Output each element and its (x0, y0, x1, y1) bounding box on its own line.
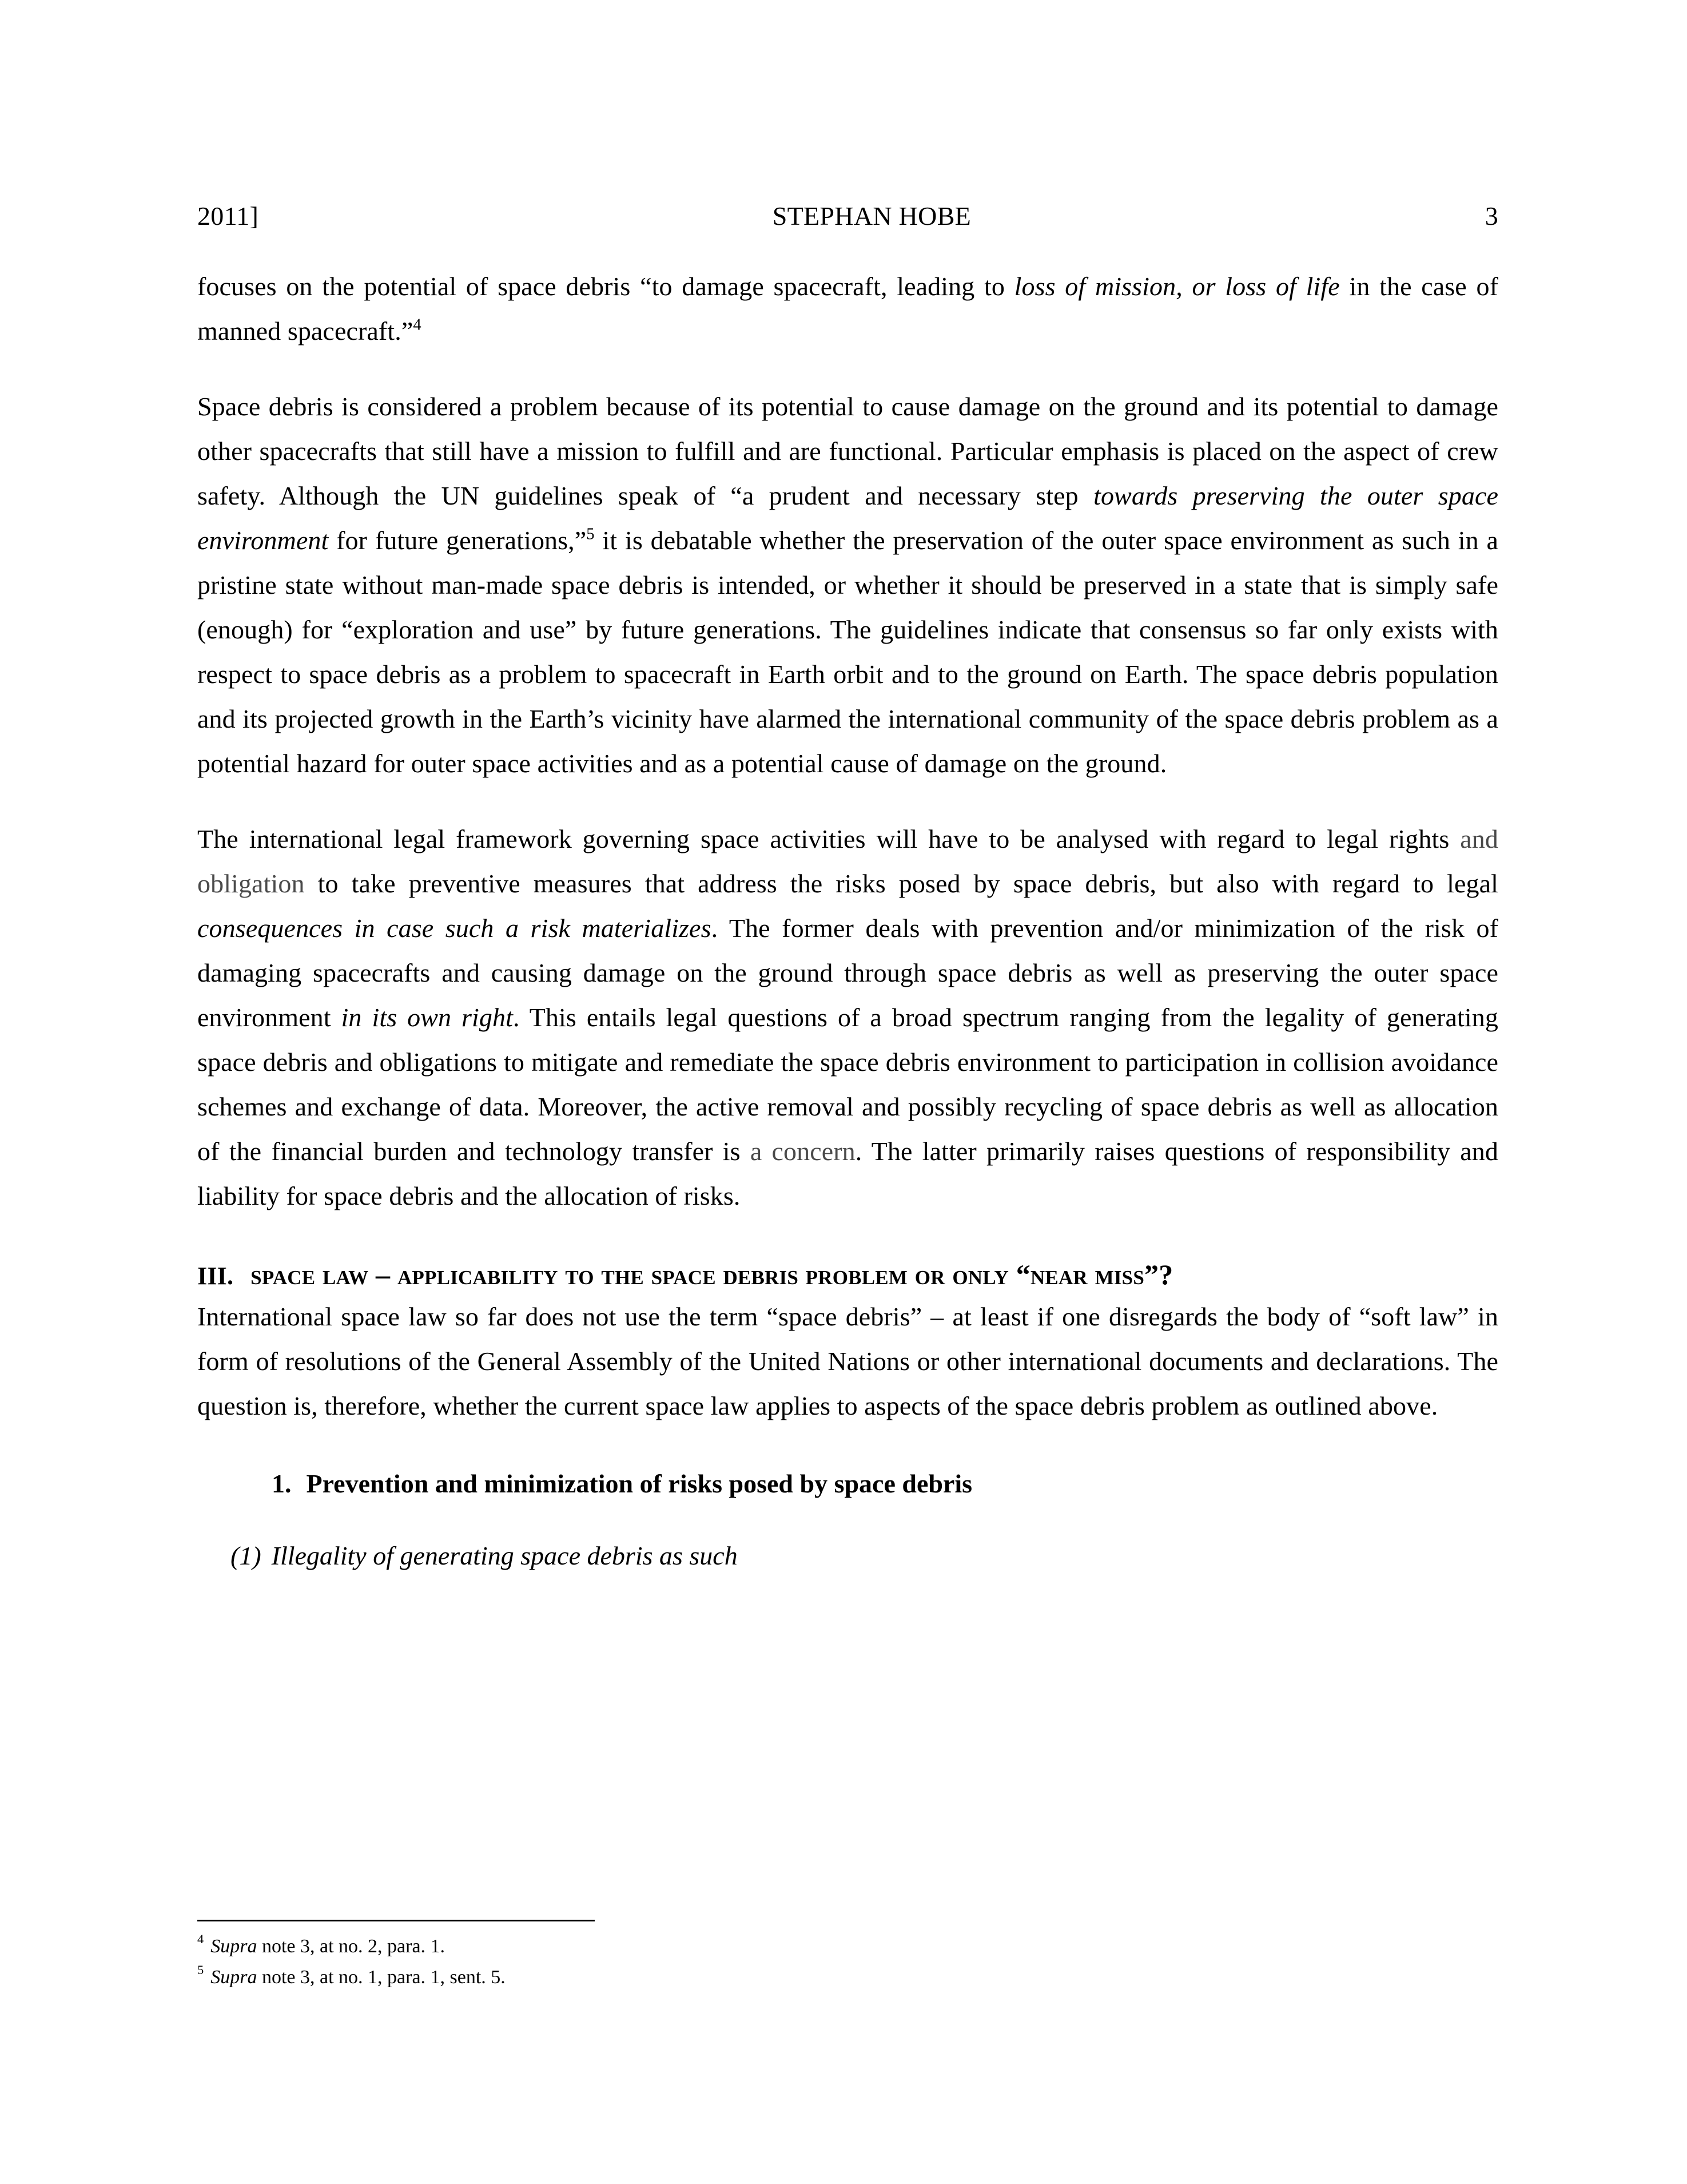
footnote-list (197, 1931, 1498, 1993)
text-run: . The latter primarily raises questions of responsibility and liability for space debris and the allocation of risks. (197, 1137, 1498, 1210)
subsub-heading (230, 1536, 1498, 1576)
sub-heading-number: 1. (272, 1469, 292, 1498)
footnote-marker: 4 (197, 1931, 204, 1946)
footnote-item (197, 1962, 1498, 1993)
text-run: in the case of manned spacecraft.” (197, 272, 1498, 346)
page-number: 3 (1485, 201, 1498, 231)
paragraph-international-space-law: International space law so far does not use the term “space debris” – at least if one disregards the body of “soft law” in form of resolutions of the General Assembly of the United Nations or other international documents and declarations. The question is, therefore, whether the current space law applies to aspects of the space debris problem as outlined above. (197, 1302, 1498, 1420)
text-run: for future generations,” (328, 526, 587, 555)
text-run: Space debris is considered a problem because of its potential to cause damage on the ground and its potential to damage other spacecrafts that still have a mission to fulfill and are functional. Particular emphasis is placed on the aspect of crew safety. Although the UN guidelines speak of “a prudent and necessary step (197, 392, 1498, 510)
sub-heading (272, 1464, 1498, 1504)
footnote-marker: 5 (197, 1962, 204, 1977)
section-heading-numeral: III. (197, 1262, 234, 1290)
footnote-text: note 3, at no. 1, para. 1, sent. 5. (257, 1967, 506, 1988)
footnote-italic-lead: Supra (210, 1936, 257, 1957)
sub-heading-title: Prevention and minimization of risks posed by space debris (306, 1469, 973, 1498)
italic-run: in its own right (341, 1003, 514, 1032)
paragraph-legal-framework (197, 817, 1498, 1218)
subsub-heading-number: (1) (230, 1541, 261, 1570)
faint-run: a concern (750, 1137, 856, 1166)
section-heading (197, 1256, 1498, 1294)
text-run: The international legal framework governing space activities will have to be analysed with regard to legal rights (197, 824, 1461, 853)
header-year: 2011] (197, 201, 259, 231)
section-heading-title: space law – applicability to the space debris problem or only “near miss”? (250, 1258, 1173, 1290)
paragraph-space-debris-problem (197, 384, 1498, 786)
running-header (197, 199, 1498, 233)
paragraph-focuses (197, 264, 1498, 354)
text-run: to take preventive measures that address the risks posed by space debris, but also with regard to legal (304, 869, 1498, 898)
body-text-column (197, 264, 1498, 1576)
footnote-item (197, 1931, 1498, 1962)
italic-run: consequences in case such a risk materializes (197, 914, 711, 943)
footnote-text: note 3, at no. 2, para. 1. (257, 1936, 445, 1957)
text-run: . The former deals with prevention and/or minimization of the risk of damaging spacecrafts and causing damage on the ground through space debris as well as preserving the outer space environment (197, 914, 1498, 1032)
footnote-separator-rule (197, 1920, 595, 1921)
header-author: STEPHAN HOBE (772, 201, 972, 231)
text-run: focuses on the potential of space debris “to damage spacecraft, leading to (197, 272, 1014, 301)
text-run: it is debatable whether the preservation of the outer space environment as such in a pristine state without man-made space debris is intended, or whether it should be preserved in a state that is simply safe (enough) for “exploration and use” by future generations. The guidelines indicate that consensus so far only exists with respect to space debris as a problem to spacecraft in Earth orbit and to the ground on Earth. The space debris population and its projected growth in the Earth’s vicinity have alarmed the international community of the space debris problem as a potential hazard for outer space activities and as a potential cause of damage on the ground. (197, 526, 1498, 778)
text-run: . This entails legal questions of a broad spectrum ranging from the legality of generating space debris and obligations to mitigate and remediate the space debris environment to participation in collision avoidance schemes and exchange of data. Moreover, the active removal and possibly recycling of space debris as well as allocation of the financial burden and technology transfer is (197, 1003, 1498, 1166)
faint-run: and obligation (197, 824, 1498, 898)
footnote-italic-lead: Supra (210, 1967, 257, 1988)
italic-run: loss of mission, or loss of life (1014, 272, 1340, 301)
subsub-heading-title: Illegality of generating space debris as such (271, 1541, 738, 1570)
footnote-reference: 4 (413, 316, 421, 334)
footnote-reference: 5 (586, 525, 595, 543)
italic-run: towards preserving the outer space environment (197, 481, 1498, 555)
